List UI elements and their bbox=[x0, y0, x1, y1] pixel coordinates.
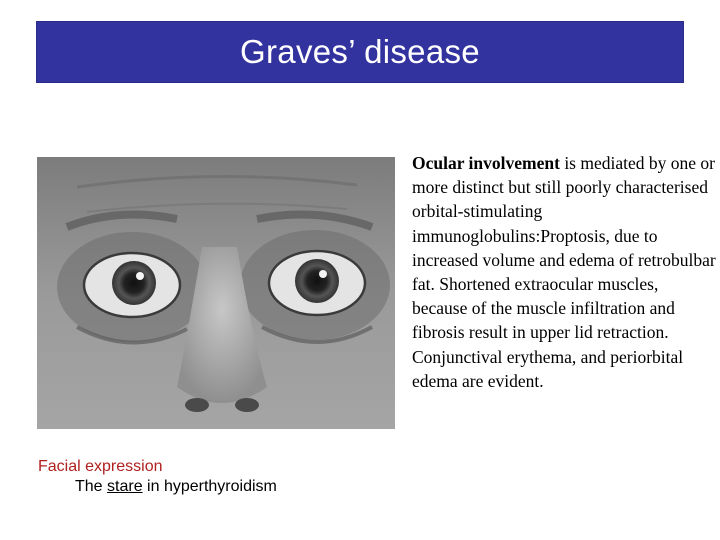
ocular-description bbox=[412, 151, 717, 393]
eyes-photo bbox=[37, 157, 395, 429]
caption-prefix: The bbox=[75, 478, 108, 495]
description-body: is mediated by one or more distinct but still poorly characterised orbital-stimulating immunoglobulins:Proptosis, due to increased volume and edema of retrobulbar fat. Shortened extraocular muscles, because of the muscle infiltration and fibrosis result in upper lid retraction. Conjunctival erythema, and periorbital edema are evident. bbox=[412, 153, 716, 391]
eyes-photo-illustration bbox=[37, 157, 395, 429]
caption-title: Facial expression bbox=[38, 458, 163, 475]
caption-suffix: in hyperthyroidism bbox=[142, 478, 277, 495]
slide-title: Graves’ disease bbox=[240, 33, 480, 70]
title-bar bbox=[36, 21, 684, 83]
caption-underlined-word: stare bbox=[107, 478, 143, 495]
caption-subtitle bbox=[38, 477, 277, 497]
description-lead: Ocular involvement bbox=[412, 153, 560, 173]
photo-caption bbox=[38, 457, 277, 497]
